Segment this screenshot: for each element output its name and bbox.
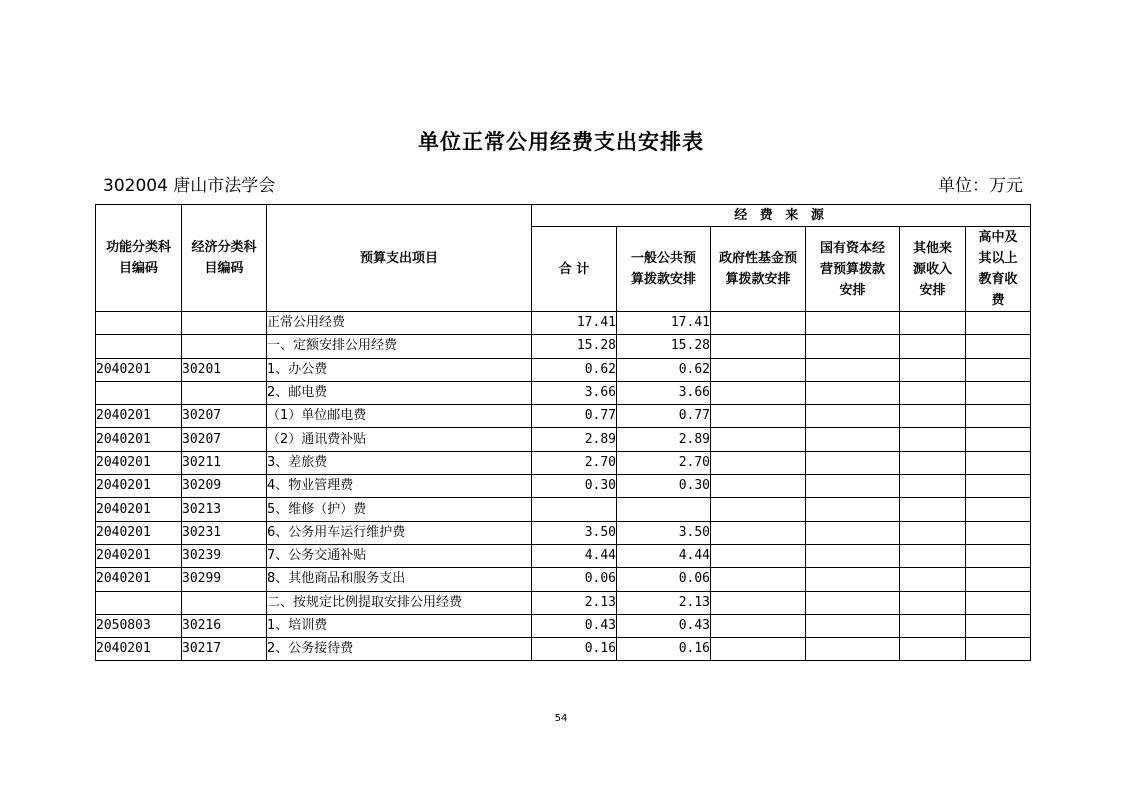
item-cell: （2）通讯费补贴 [267, 428, 532, 451]
gov-fund-cell [711, 568, 806, 591]
total-cell: 0.30 [532, 475, 617, 498]
state-capital-cell [806, 405, 900, 428]
table-row [96, 544, 1031, 567]
gov-fund-cell [711, 475, 806, 498]
gov-fund-cell [711, 335, 806, 358]
total-cell [532, 498, 617, 521]
other-cell [900, 568, 966, 591]
total-cell: 0.77 [532, 405, 617, 428]
state-capital-cell [806, 475, 900, 498]
state-capital-cell [806, 544, 900, 567]
econ-code-cell [182, 591, 267, 614]
header-general: 一般公共预算拨款安排 [617, 227, 711, 312]
general-cell: 2.89 [617, 428, 711, 451]
econ-code-cell: 30207 [182, 405, 267, 428]
econ-code-cell [182, 312, 267, 335]
econ-code-cell: 30207 [182, 428, 267, 451]
table-row [96, 498, 1031, 521]
other-cell [900, 451, 966, 474]
econ-code-cell: 30299 [182, 568, 267, 591]
table-row [96, 475, 1031, 498]
header-other: 其他来源收入安排 [900, 227, 966, 312]
econ-code-cell: 30213 [182, 498, 267, 521]
econ-code-cell: 30211 [182, 451, 267, 474]
func-code-cell: 2040201 [96, 451, 182, 474]
general-cell [617, 498, 711, 521]
gov-fund-cell [711, 591, 806, 614]
func-code-cell: 2040201 [96, 544, 182, 567]
total-cell: 2.70 [532, 451, 617, 474]
state-capital-cell [806, 451, 900, 474]
total-cell: 4.44 [532, 544, 617, 567]
econ-code-cell: 30239 [182, 544, 267, 567]
gov-fund-cell [711, 614, 806, 637]
gov-fund-cell [711, 638, 806, 661]
total-cell: 2.89 [532, 428, 617, 451]
item-cell: 二、按规定比例提取安排公用经费 [267, 591, 532, 614]
gov-fund-cell [711, 451, 806, 474]
func-code-cell [96, 381, 182, 404]
item-cell: 一、定额安排公用经费 [267, 335, 532, 358]
highschool-cell [966, 475, 1031, 498]
budget-table-body [96, 312, 1031, 661]
item-cell: 5、维修（护）费 [267, 498, 532, 521]
other-cell [900, 381, 966, 404]
general-cell: 4.44 [617, 544, 711, 567]
gov-fund-cell [711, 312, 806, 335]
gov-fund-cell [711, 405, 806, 428]
econ-code-cell: 30201 [182, 358, 267, 381]
header-state-capital: 国有资本经营预算拨款安排 [806, 227, 900, 312]
other-cell [900, 638, 966, 661]
table-row [96, 335, 1031, 358]
other-cell [900, 335, 966, 358]
econ-code-cell [182, 335, 267, 358]
unit-label: 单位：万元 [938, 176, 1023, 196]
header-item: 预算支出项目 [267, 205, 532, 312]
general-cell: 0.62 [617, 358, 711, 381]
state-capital-cell [806, 638, 900, 661]
func-code-cell: 2040201 [96, 358, 182, 381]
item-cell: 4、物业管理费 [267, 475, 532, 498]
table-row [96, 358, 1031, 381]
page-number: 54 [554, 713, 568, 724]
general-cell: 17.41 [617, 312, 711, 335]
highschool-cell [966, 312, 1031, 335]
item-cell: 2、公务接待费 [267, 638, 532, 661]
budget-table [95, 204, 1031, 661]
func-code-cell [96, 335, 182, 358]
total-cell: 2.13 [532, 591, 617, 614]
gov-fund-cell [711, 498, 806, 521]
gov-fund-cell [711, 381, 806, 404]
gov-fund-cell [711, 358, 806, 381]
highschool-cell [966, 358, 1031, 381]
general-cell: 0.30 [617, 475, 711, 498]
func-code-cell: 2040201 [96, 498, 182, 521]
highschool-cell [966, 451, 1031, 474]
gov-fund-cell [711, 544, 806, 567]
highschool-cell [966, 591, 1031, 614]
general-cell: 3.66 [617, 381, 711, 404]
general-cell: 0.77 [617, 405, 711, 428]
table-row [96, 381, 1031, 404]
header-highschool: 高中及其以上教育收费 [966, 227, 1031, 312]
other-cell [900, 475, 966, 498]
header-econ-code: 经济分类科目编码 [182, 205, 267, 312]
func-code-cell [96, 312, 182, 335]
highschool-cell [966, 568, 1031, 591]
general-cell: 0.43 [617, 614, 711, 637]
other-cell [900, 544, 966, 567]
table-row [96, 591, 1031, 614]
item-cell: 正常公用经费 [267, 312, 532, 335]
func-code-cell: 2040201 [96, 428, 182, 451]
item-cell: 3、差旅费 [267, 451, 532, 474]
table-row [96, 568, 1031, 591]
other-cell [900, 358, 966, 381]
header-func-code: 功能分类科目编码 [96, 205, 182, 312]
item-cell: 7、公务交通补贴 [267, 544, 532, 567]
general-cell: 15.28 [617, 335, 711, 358]
total-cell: 3.50 [532, 521, 617, 544]
table-row [96, 312, 1031, 335]
general-cell: 0.06 [617, 568, 711, 591]
item-cell: 6、公务用车运行维护费 [267, 521, 532, 544]
gov-fund-cell [711, 428, 806, 451]
highschool-cell [966, 498, 1031, 521]
header-total: 合 计 [532, 227, 617, 312]
other-cell [900, 591, 966, 614]
state-capital-cell [806, 591, 900, 614]
state-capital-cell [806, 428, 900, 451]
highschool-cell [966, 521, 1031, 544]
state-capital-cell [806, 498, 900, 521]
state-capital-cell [806, 381, 900, 404]
highschool-cell [966, 381, 1031, 404]
econ-code-cell: 30216 [182, 614, 267, 637]
header-source-group: 经 费 来 源 [532, 205, 1031, 227]
other-cell [900, 428, 966, 451]
other-cell [900, 498, 966, 521]
other-cell [900, 521, 966, 544]
gov-fund-cell [711, 521, 806, 544]
state-capital-cell [806, 521, 900, 544]
func-code-cell: 2050803 [96, 614, 182, 637]
func-code-cell: 2040201 [96, 568, 182, 591]
highschool-cell [966, 405, 1031, 428]
header-gov-fund: 政府性基金预算拨款安排 [711, 227, 806, 312]
item-cell: 1、办公费 [267, 358, 532, 381]
total-cell: 0.62 [532, 358, 617, 381]
item-cell: 2、邮电费 [267, 381, 532, 404]
organization-label: 302004 唐山市法学会 [103, 176, 276, 196]
total-cell: 0.16 [532, 638, 617, 661]
state-capital-cell [806, 614, 900, 637]
total-cell: 0.43 [532, 614, 617, 637]
table-row [96, 521, 1031, 544]
highschool-cell [966, 614, 1031, 637]
econ-code-cell: 30209 [182, 475, 267, 498]
total-cell: 3.66 [532, 381, 617, 404]
state-capital-cell [806, 312, 900, 335]
state-capital-cell [806, 568, 900, 591]
total-cell: 15.28 [532, 335, 617, 358]
func-code-cell: 2040201 [96, 475, 182, 498]
table-row [96, 451, 1031, 474]
highschool-cell [966, 544, 1031, 567]
table-row [96, 614, 1031, 637]
func-code-cell [96, 591, 182, 614]
general-cell: 2.13 [617, 591, 711, 614]
func-code-cell: 2040201 [96, 405, 182, 428]
general-cell: 2.70 [617, 451, 711, 474]
highschool-cell [966, 335, 1031, 358]
state-capital-cell [806, 358, 900, 381]
func-code-cell: 2040201 [96, 638, 182, 661]
econ-code-cell: 30217 [182, 638, 267, 661]
other-cell [900, 405, 966, 428]
page-title: 单位正常公用经费支出安排表 [418, 130, 704, 154]
func-code-cell: 2040201 [96, 521, 182, 544]
table-row [96, 638, 1031, 661]
other-cell [900, 312, 966, 335]
general-cell: 3.50 [617, 521, 711, 544]
total-cell: 0.06 [532, 568, 617, 591]
highschool-cell [966, 638, 1031, 661]
item-cell: （1）单位邮电费 [267, 405, 532, 428]
table-row [96, 405, 1031, 428]
other-cell [900, 614, 966, 637]
econ-code-cell: 30231 [182, 521, 267, 544]
highschool-cell [966, 428, 1031, 451]
state-capital-cell [806, 335, 900, 358]
general-cell: 0.16 [617, 638, 711, 661]
item-cell: 1、培训费 [267, 614, 532, 637]
item-cell: 8、其他商品和服务支出 [267, 568, 532, 591]
econ-code-cell [182, 381, 267, 404]
table-row [96, 428, 1031, 451]
total-cell: 17.41 [532, 312, 617, 335]
